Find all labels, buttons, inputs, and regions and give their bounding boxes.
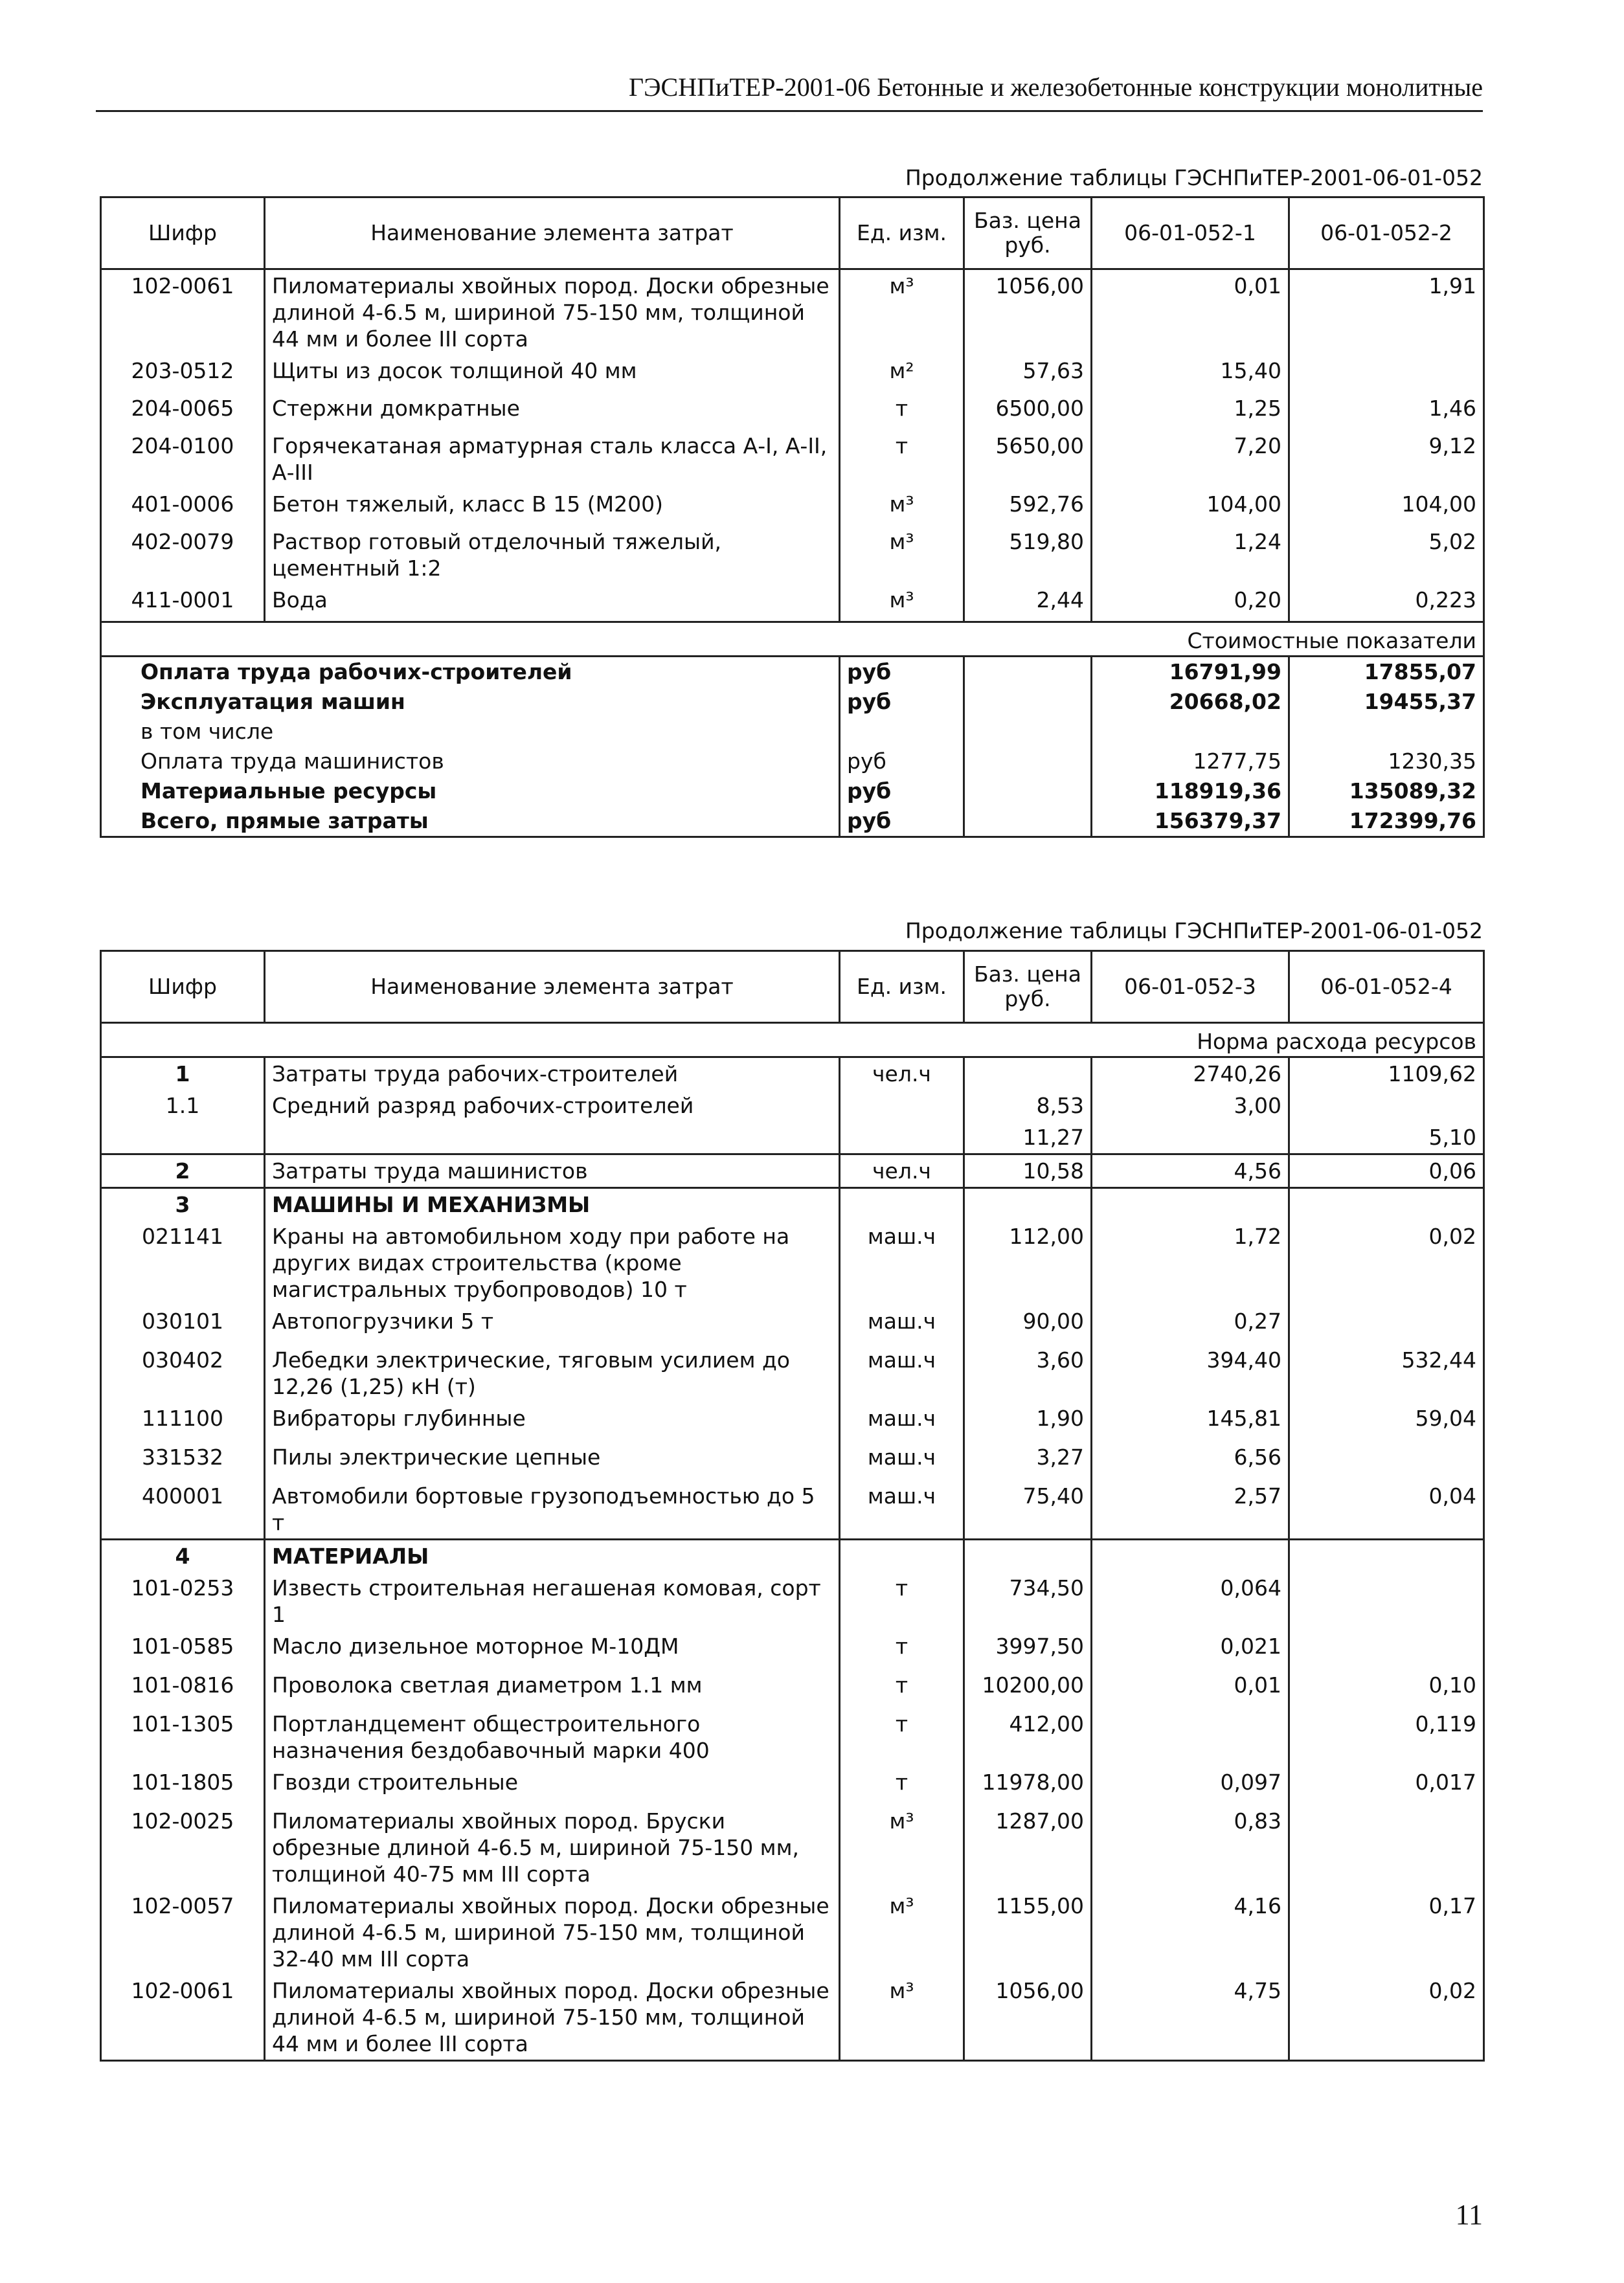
cell-name: Затраты труда машинистов: [265, 1154, 840, 1188]
cell-name: Пиломатериалы хвойных пород. Доски обрезные длиной 4-6.5 м, шириной 75-150 мм, толщиной 44 мм и более III сорта: [265, 269, 840, 355]
cell-unit: [840, 1121, 964, 1154]
cell-code: 102-0061: [101, 1975, 265, 2061]
cell-code: 204-0100: [101, 430, 265, 488]
cell-code: 102-0057: [101, 1890, 265, 1975]
cell-norm-b: [1289, 1572, 1484, 1630]
cell-empty: [964, 1540, 1092, 1573]
cell-empty: [964, 656, 1092, 687]
cost-norm-b: 172399,76: [1289, 806, 1484, 837]
cell-unit: м³: [840, 488, 964, 526]
cell-price: 1056,00: [964, 269, 1092, 355]
cell-name: Бетон тяжелый, класс В 15 (М200): [265, 488, 840, 526]
cell-price: 519,80: [964, 526, 1092, 584]
cell-empty: [840, 1188, 964, 1221]
cell-norm-a: 2740,26: [1092, 1057, 1289, 1090]
cost-name: в том числе: [101, 717, 840, 747]
cell-price: 57,63: [964, 355, 1092, 392]
cell-price: 1155,00: [964, 1890, 1092, 1975]
cell-price: 6500,00: [964, 392, 1092, 430]
cost-unit: руб: [840, 687, 964, 717]
cost-name: Материальные ресурсы: [101, 776, 840, 806]
cell-norm-b: 0,02: [1289, 1220, 1484, 1305]
cell-norm-b: [1289, 1630, 1484, 1669]
table-row: [101, 1708, 1484, 1766]
cell-code: 021141: [101, 1220, 265, 1305]
cost-heading-label: Стоимостные показатели: [101, 622, 1484, 656]
cell-price: 3,60: [964, 1344, 1092, 1402]
cell-norm-b: [1289, 1441, 1484, 1480]
table-row: [101, 1121, 1484, 1154]
cell-norm-a: 0,20: [1092, 584, 1289, 622]
cell-norm-a: 15,40: [1092, 355, 1289, 392]
column-header-name: Наименование элемента затрат: [265, 197, 840, 269]
cost-norm-b: 17855,07: [1289, 656, 1484, 687]
cost-norm-a: [1092, 717, 1289, 747]
cell-unit: маш.ч: [840, 1402, 964, 1441]
cell-empty: [964, 806, 1092, 837]
cell-norm-b: [1289, 355, 1484, 392]
cell-norm-b: 0,06: [1289, 1154, 1484, 1188]
cell-name: Вибраторы глубинные: [265, 1402, 840, 1441]
cell-price: 11,27: [964, 1121, 1092, 1154]
cost-row: [101, 687, 1484, 717]
cell-name: Пиломатериалы хвойных пород. Доски обрезные длиной 4-6.5 м, шириной 75-150 мм, толщиной 44 мм и более III сорта: [265, 1975, 840, 2061]
cell-price: 3,27: [964, 1441, 1092, 1480]
cell-name: [265, 1121, 840, 1154]
cost-unit: руб: [840, 656, 964, 687]
cell-name: Горячекатаная арматурная сталь класса А-I, А-II, А-III: [265, 430, 840, 488]
section-machines-title: МАШИНЫ И МЕХАНИЗМЫ: [265, 1188, 840, 1221]
column-header-code: Шифр: [101, 951, 265, 1023]
cell-norm-b: [1289, 1805, 1484, 1890]
cell-norm-a: 0,27: [1092, 1305, 1289, 1344]
cell-code: 402-0079: [101, 526, 265, 584]
cell-unit: чел.ч: [840, 1057, 964, 1090]
cell-code: 101-1305: [101, 1708, 265, 1766]
cell-code: 203-0512: [101, 355, 265, 392]
resources-table-1: [100, 196, 1485, 838]
column-header-name: Наименование элемента затрат: [265, 951, 840, 1023]
table-row: [101, 1154, 1484, 1188]
cell-norm-b: 5,10: [1289, 1121, 1484, 1154]
section-materials-code: 4: [101, 1540, 265, 1573]
table-row: [101, 355, 1484, 392]
cell-price: 1287,00: [964, 1805, 1092, 1890]
cell-price: 90,00: [964, 1305, 1092, 1344]
cell-norm-a: 2,57: [1092, 1480, 1289, 1540]
table-row: [101, 584, 1484, 622]
cell-name: Автомобили бортовые грузоподъемностью до 5 т: [265, 1480, 840, 1540]
cell-name: Масло дизельное моторное М-10ДМ: [265, 1630, 840, 1669]
cell-name: Известь строительная негашеная комовая, сорт 1: [265, 1572, 840, 1630]
page-header: [96, 65, 1483, 112]
cell-unit: м³: [840, 1805, 964, 1890]
cell-norm-b: 0,223: [1289, 584, 1484, 622]
cell-price: 10,58: [964, 1154, 1092, 1188]
cell-unit: т: [840, 392, 964, 430]
column-header-unit: Ед. изм.: [840, 197, 964, 269]
cell-norm-a: 7,20: [1092, 430, 1289, 488]
cell-price: 5650,00: [964, 430, 1092, 488]
cell-empty: [964, 747, 1092, 776]
column-header-norm-a: 06-01-052-3: [1092, 951, 1289, 1023]
cell-name: Гвозди строительные: [265, 1766, 840, 1805]
table-row: [101, 1220, 1484, 1305]
table-row: [101, 1305, 1484, 1344]
cell-norm-a: 394,40: [1092, 1344, 1289, 1402]
cost-name: Оплата труда машинистов: [101, 747, 840, 776]
table-row: [101, 1572, 1484, 1630]
cell-norm-a: 4,16: [1092, 1890, 1289, 1975]
cell-norm-b: 0,17: [1289, 1890, 1484, 1975]
cost-norm-a: 156379,37: [1092, 806, 1289, 837]
cell-empty: [964, 687, 1092, 717]
cell-price: 8,53: [964, 1090, 1092, 1121]
cell-code: 101-0816: [101, 1669, 265, 1708]
cell-code: 2: [101, 1154, 265, 1188]
column-header-norm-b: 06-01-052-4: [1289, 951, 1484, 1023]
cell-code: 1: [101, 1057, 265, 1090]
cell-unit: м³: [840, 1890, 964, 1975]
cell-unit: т: [840, 1572, 964, 1630]
cell-empty: [964, 1188, 1092, 1221]
cost-unit: руб: [840, 747, 964, 776]
table-row: [101, 1344, 1484, 1402]
table-row: [101, 392, 1484, 430]
cell-norm-b: 0,119: [1289, 1708, 1484, 1766]
page-header-title: ГЭСНПиТЕР-2001-06 Бетонные и железобетонные конструкции монолитные: [628, 73, 1483, 102]
cost-norm-b: 19455,37: [1289, 687, 1484, 717]
cell-price: 592,76: [964, 488, 1092, 526]
table-row: [101, 1890, 1484, 1975]
cell-norm-a: [1092, 1708, 1289, 1766]
cell-code: 030402: [101, 1344, 265, 1402]
column-header-code: Шифр: [101, 197, 265, 269]
cost-norm-a: 20668,02: [1092, 687, 1289, 717]
cell-name: Краны на автомобильном ходу при работе на других видах строительства (кроме магистральных трубопроводов) 10 т: [265, 1220, 840, 1305]
cell-empty: [1289, 1188, 1484, 1221]
section-materials-title: МАТЕРИАЛЫ: [265, 1540, 840, 1573]
resources-table-2: [100, 950, 1485, 2062]
cell-norm-b: 0,02: [1289, 1975, 1484, 2061]
cell-unit: маш.ч: [840, 1480, 964, 1540]
cell-name: Проволока светлая диаметром 1.1 мм: [265, 1669, 840, 1708]
cell-price: [964, 1057, 1092, 1090]
cell-unit: т: [840, 430, 964, 488]
cell-norm-b: 0,04: [1289, 1480, 1484, 1540]
column-header-price: Баз. цена руб.: [964, 951, 1092, 1023]
cost-name: Эксплуатация машин: [101, 687, 840, 717]
cell-norm-a: 0,01: [1092, 269, 1289, 355]
cell-empty: [1092, 1188, 1289, 1221]
cell-norm-b: [1289, 1305, 1484, 1344]
table-row: [101, 1766, 1484, 1805]
cost-row: [101, 747, 1484, 776]
table-row: [101, 488, 1484, 526]
cell-unit: т: [840, 1766, 964, 1805]
cell-unit: маш.ч: [840, 1441, 964, 1480]
cell-empty: [964, 776, 1092, 806]
cell-norm-a: 0,01: [1092, 1669, 1289, 1708]
table2-header-row: [101, 951, 1484, 1023]
cell-norm-a: 4,56: [1092, 1154, 1289, 1188]
cell-norm-a: 104,00: [1092, 488, 1289, 526]
table-row: [101, 1805, 1484, 1890]
table-row: [101, 1630, 1484, 1669]
cell-unit: т: [840, 1708, 964, 1766]
cell-name: Лебедки электрические, тяговым усилием до 12,26 (1,25) кН (т): [265, 1344, 840, 1402]
column-header-norm-a: 06-01-052-1: [1092, 197, 1289, 269]
cost-norm-b: [1289, 717, 1484, 747]
cell-norm-a: 145,81: [1092, 1402, 1289, 1441]
cell-code: 101-0253: [101, 1572, 265, 1630]
cost-name: Оплата труда рабочих-строителей: [101, 656, 840, 687]
table-row: [101, 526, 1484, 584]
section-machines-code: 3: [101, 1188, 265, 1221]
cell-code: 101-0585: [101, 1630, 265, 1669]
table-row: [101, 430, 1484, 488]
cell-name: Пилы электрические цепные: [265, 1441, 840, 1480]
cell-norm-a: 0,021: [1092, 1630, 1289, 1669]
cell-unit: м³: [840, 1975, 964, 2061]
cell-price: 112,00: [964, 1220, 1092, 1305]
cost-norm-a: 16791,99: [1092, 656, 1289, 687]
table-row: [101, 1480, 1484, 1540]
cell-name: Средний разряд рабочих-строителей: [265, 1090, 840, 1121]
cell-norm-a: 3,00: [1092, 1090, 1289, 1121]
cost-row: [101, 717, 1484, 747]
cost-heading: [101, 622, 1484, 656]
cell-unit: маш.ч: [840, 1344, 964, 1402]
cell-code: 204-0065: [101, 392, 265, 430]
section-machines: [101, 1188, 1484, 1221]
cell-norm-a: [1092, 1121, 1289, 1154]
cell-norm-a: 1,24: [1092, 526, 1289, 584]
cell-norm-b: 104,00: [1289, 488, 1484, 526]
cost-norm-a: 118919,36: [1092, 776, 1289, 806]
cell-price: 412,00: [964, 1708, 1092, 1766]
cell-name: Пиломатериалы хвойных пород. Доски обрезные длиной 4-6.5 м, шириной 75-150 мм, толщиной 32-40 мм III сорта: [265, 1890, 840, 1975]
cell-norm-b: 0,10: [1289, 1669, 1484, 1708]
cell-unit: м³: [840, 269, 964, 355]
cell-unit: т: [840, 1630, 964, 1669]
cell-price: 75,40: [964, 1480, 1092, 1540]
cost-name: Всего, прямые затраты: [101, 806, 840, 837]
cell-name: Стержни домкратные: [265, 392, 840, 430]
cell-unit: м²: [840, 355, 964, 392]
table-row: [101, 1402, 1484, 1441]
cell-norm-b: 1,91: [1289, 269, 1484, 355]
table1-header-row: [101, 197, 1484, 269]
table2-caption: Продолжение таблицы ГЭСНПиТЕР-2001-06-01-052: [905, 918, 1483, 943]
cost-norm-a: 1277,75: [1092, 747, 1289, 776]
cell-code: 331532: [101, 1441, 265, 1480]
cell-price: 2,44: [964, 584, 1092, 622]
cell-norm-a: 0,83: [1092, 1805, 1289, 1890]
cell-norm-a: 4,75: [1092, 1975, 1289, 2061]
cell-price: 1056,00: [964, 1975, 1092, 2061]
cell-norm-b: 1109,62: [1289, 1057, 1484, 1090]
cell-norm-b: 59,04: [1289, 1402, 1484, 1441]
cell-norm-b: 532,44: [1289, 1344, 1484, 1402]
cell-unit: [840, 1090, 964, 1121]
cell-code: 411-0001: [101, 584, 265, 622]
cell-empty: [1092, 1540, 1289, 1573]
cell-name: Вода: [265, 584, 840, 622]
cell-norm-a: 1,25: [1092, 392, 1289, 430]
cell-price: 734,50: [964, 1572, 1092, 1630]
cell-code: 400001: [101, 1480, 265, 1540]
cell-empty: [964, 717, 1092, 747]
cell-unit: м³: [840, 526, 964, 584]
table-row: [101, 1441, 1484, 1480]
cell-code: 401-0006: [101, 488, 265, 526]
cost-norm-b: 1230,35: [1289, 747, 1484, 776]
cell-price: 11978,00: [964, 1766, 1092, 1805]
page-number: 11: [1455, 2199, 1483, 2231]
cell-price: 1,90: [964, 1402, 1092, 1441]
table-row: [101, 1090, 1484, 1121]
cell-code: 102-0061: [101, 269, 265, 355]
cell-name: Щиты из досок толщиной 40 мм: [265, 355, 840, 392]
table-row: [101, 1057, 1484, 1090]
cell-code: 102-0025: [101, 1805, 265, 1890]
cell-code: 111100: [101, 1402, 265, 1441]
cost-norm-b: 135089,32: [1289, 776, 1484, 806]
cell-name: Портландцемент общестроительного назначения бездобавочный марки 400: [265, 1708, 840, 1766]
cell-price: 10200,00: [964, 1669, 1092, 1708]
table-row: [101, 1669, 1484, 1708]
cell-norm-b: 9,12: [1289, 430, 1484, 488]
cell-code: 030101: [101, 1305, 265, 1344]
cell-code: 101-1805: [101, 1766, 265, 1805]
cell-unit: т: [840, 1669, 964, 1708]
cell-unit: маш.ч: [840, 1220, 964, 1305]
cell-name: Пиломатериалы хвойных пород. Бруски обрезные длиной 4-6.5 м, шириной 75-150 мм, толщиной 40-75 мм III сорта: [265, 1805, 840, 1890]
cell-norm-b: 1,46: [1289, 392, 1484, 430]
column-header-price: Баз. цена руб.: [964, 197, 1092, 269]
cell-empty: [840, 1540, 964, 1573]
cell-empty: [1289, 1540, 1484, 1573]
cell-norm-a: 1,72: [1092, 1220, 1289, 1305]
cell-unit: чел.ч: [840, 1154, 964, 1188]
table1-caption: Продолжение таблицы ГЭСНПиТЕР-2001-06-01-052: [905, 165, 1483, 190]
section-materials: [101, 1540, 1484, 1573]
cell-norm-b: [1289, 1090, 1484, 1121]
cell-unit: маш.ч: [840, 1305, 964, 1344]
cell-code: [101, 1121, 265, 1154]
cell-norm-a: 0,064: [1092, 1572, 1289, 1630]
column-header-norm-b: 06-01-052-2: [1289, 197, 1484, 269]
cell-name: Затраты труда рабочих-строителей: [265, 1057, 840, 1090]
cost-row: [101, 806, 1484, 837]
cost-unit: руб: [840, 776, 964, 806]
column-header-unit: Ед. изм.: [840, 951, 964, 1023]
norm-heading: [101, 1023, 1484, 1057]
cost-unit: [840, 717, 964, 747]
cell-norm-b: 5,02: [1289, 526, 1484, 584]
cell-name: Раствор готовый отделочный тяжелый, цементный 1:2: [265, 526, 840, 584]
cost-row: [101, 656, 1484, 687]
table-row: [101, 269, 1484, 355]
cost-row: [101, 776, 1484, 806]
cost-unit: руб: [840, 806, 964, 837]
cell-norm-a: 0,097: [1092, 1766, 1289, 1805]
cell-name: Автопогрузчики 5 т: [265, 1305, 840, 1344]
cell-price: 3997,50: [964, 1630, 1092, 1669]
cell-norm-a: 6,56: [1092, 1441, 1289, 1480]
norm-heading-label: Норма расхода ресурсов: [101, 1023, 1484, 1057]
cell-code: 1.1: [101, 1090, 265, 1121]
table-row: [101, 1975, 1484, 2061]
cell-norm-b: 0,017: [1289, 1766, 1484, 1805]
cell-unit: м³: [840, 584, 964, 622]
